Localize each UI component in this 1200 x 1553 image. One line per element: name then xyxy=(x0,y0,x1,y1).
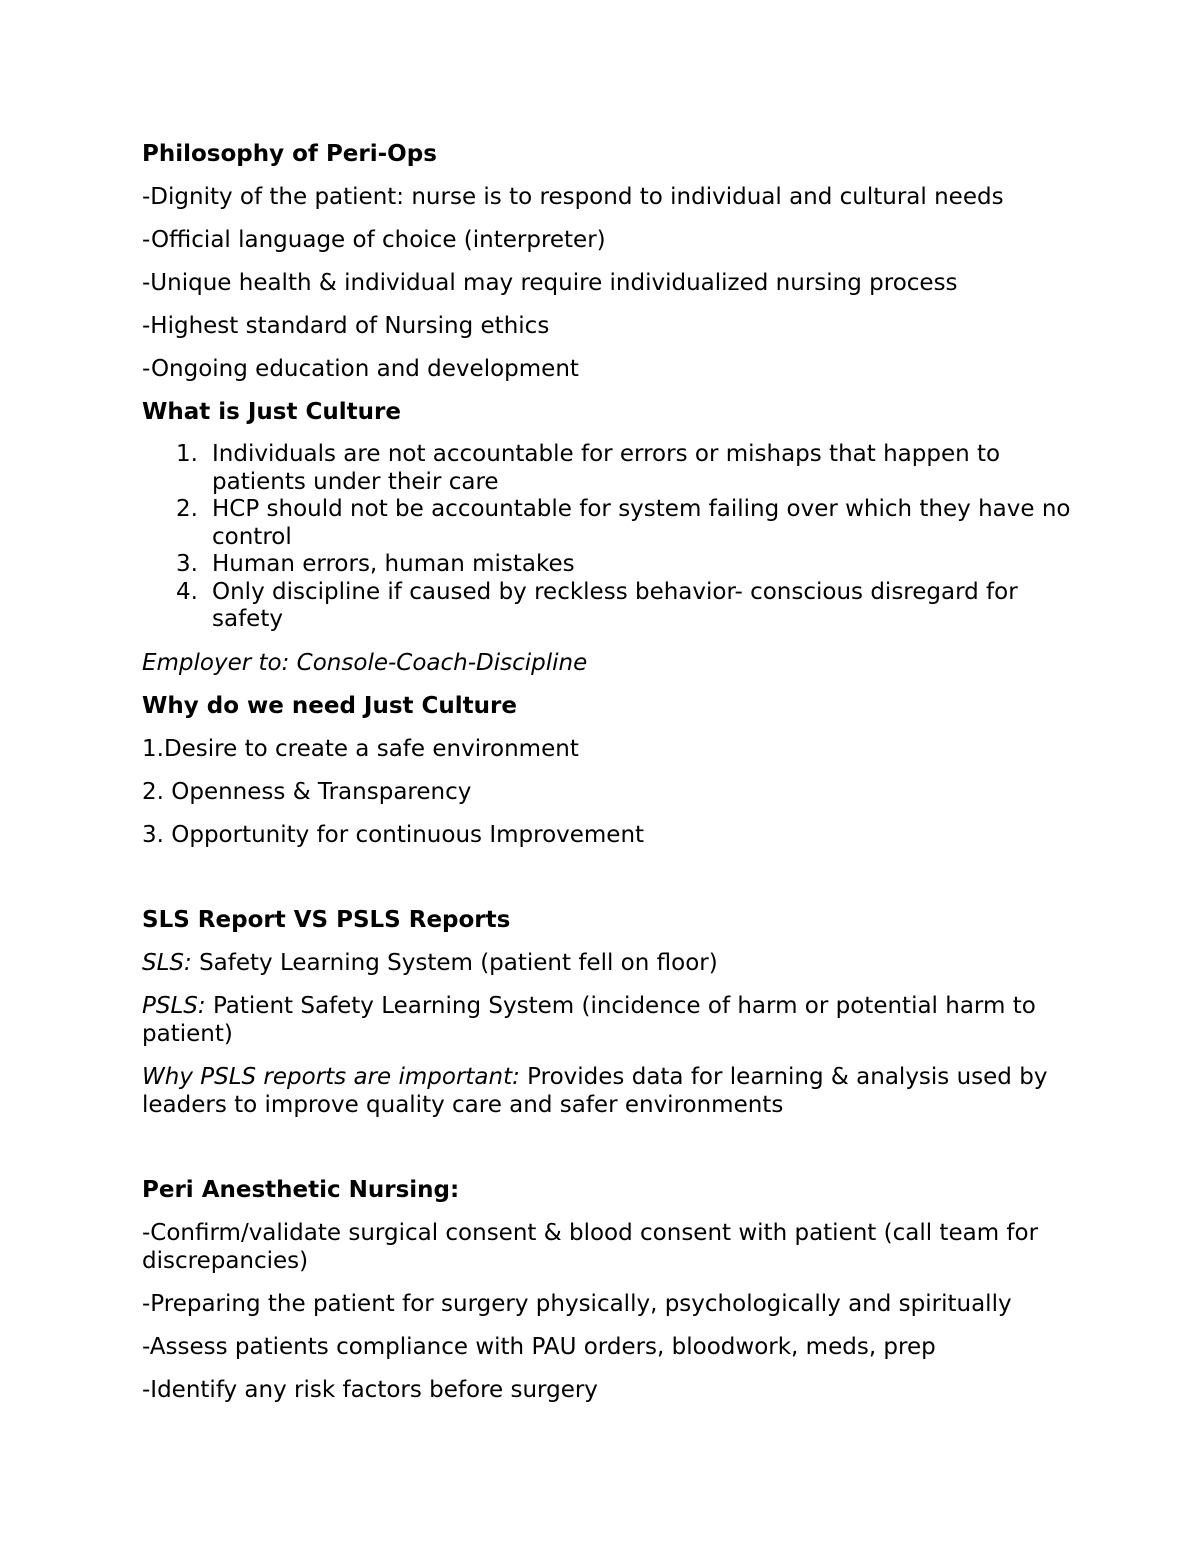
why-item: 1.Desire to create a safe environment xyxy=(142,735,579,762)
sls-definition xyxy=(142,949,1082,977)
sls-text: Safety Learning System (patient fell on floor) xyxy=(191,949,718,976)
list-item: HCP should not be accountable for system failing over which they have no control xyxy=(212,496,1071,550)
why-item: 3. Opportunity for continuous Improvement xyxy=(142,821,645,848)
psls-label: PSLS: xyxy=(142,992,206,1019)
psls-importance-label: Why PSLS reports are important: xyxy=(142,1063,520,1090)
just-culture-list xyxy=(142,441,1082,634)
psls-text: Patient Safety Learning System (incidence of harm or potential harm to patient) xyxy=(142,992,1036,1047)
psls-definition xyxy=(142,992,1082,1048)
peri-anesthetic-item: -Identify any risk factors before surgery xyxy=(142,1376,598,1403)
peri-anesthetic-item: -Confirm/validate surgical consent & blood consent with patient (call team for discrepancies) xyxy=(142,1219,1039,1274)
list-item: Only discipline if caused by reckless behavior- conscious disregard for safety xyxy=(212,578,1018,632)
philosophy-item: -Unique health & individual may require individualized nursing process xyxy=(142,270,958,296)
peri-anesthetic-heading: Peri Anesthetic Nursing: xyxy=(142,1176,460,1203)
list-item: Human errors, human mistakes xyxy=(212,551,575,577)
psls-importance-text: Provides data for learning & analysis used by leaders to improve quality care and safer environments xyxy=(142,1063,1048,1118)
employer-note: Employer to: Console-Coach-Discipline xyxy=(142,649,588,676)
peri-anesthetic-item: -Assess patients compliance with PAU orders, bloodwork, meds, prep xyxy=(142,1333,936,1360)
why-just-culture-heading: Why do we need Just Culture xyxy=(142,692,517,719)
just-culture-heading: What is Just Culture xyxy=(142,399,401,425)
psls-importance xyxy=(142,1063,1082,1119)
philosophy-item: -Dignity of the patient: nurse is to respond to individual and cultural needs xyxy=(142,184,1004,210)
reports-heading: SLS Report VS PSLS Reports xyxy=(142,906,511,933)
philosophy-item: -Official language of choice (interpreter) xyxy=(142,227,606,253)
philosophy-item: -Highest standard of Nursing ethics xyxy=(142,313,550,339)
peri-anesthetic-item: -Preparing the patient for surgery physically, psychologically and spiritually xyxy=(142,1290,1012,1317)
philosophy-item: -Ongoing education and development xyxy=(142,356,579,382)
list-item: Individuals are not accountable for errors or mishaps that happen to patients under their care xyxy=(212,441,1001,495)
document-page xyxy=(142,140,1082,1404)
philosophy-heading: Philosophy of Peri-Ops xyxy=(142,141,437,167)
why-item: 2. Openness & Transparency xyxy=(142,778,472,805)
sls-label: SLS: xyxy=(142,949,192,976)
